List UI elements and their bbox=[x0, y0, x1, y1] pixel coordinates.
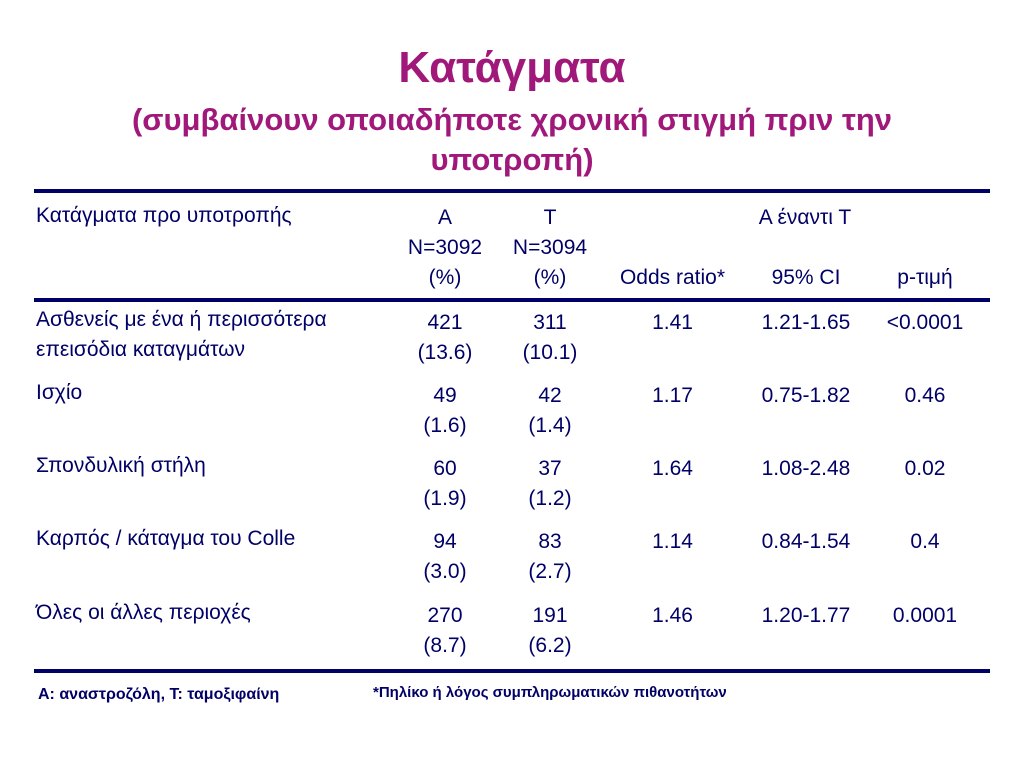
cell-odds-ratio: 1.46 bbox=[652, 604, 693, 627]
cell-a bbox=[395, 527, 495, 587]
cell-a-count: 49 bbox=[433, 384, 457, 407]
row-label-line: επεισόδια καταγμάτων bbox=[36, 338, 246, 361]
header-col-a bbox=[395, 203, 495, 293]
slide-title: Κατάγματα bbox=[398, 43, 626, 92]
cell-ci: 0.75-1.82 bbox=[761, 384, 851, 407]
cell-a bbox=[395, 454, 495, 514]
cell-t-count: 37 bbox=[538, 457, 562, 480]
cell-t bbox=[500, 454, 600, 514]
footnote-legend: Α: αναστροζόλη, Τ: ταμοξιφαίνη bbox=[38, 686, 280, 703]
cell-t-count: 311 bbox=[533, 311, 567, 334]
cell-t-count: 83 bbox=[538, 530, 562, 553]
top-rule bbox=[34, 189, 990, 193]
bottom-rule bbox=[34, 669, 990, 673]
cell-a-pct: (13.6) bbox=[417, 341, 473, 364]
row-label-line: Ασθενείς με ένα ή περισσότερα bbox=[36, 308, 327, 331]
cell-t bbox=[500, 527, 600, 587]
cell-a bbox=[395, 601, 495, 661]
cell-odds-ratio: 1.17 bbox=[652, 384, 693, 407]
cell-odds-ratio: 1.41 bbox=[652, 311, 693, 334]
header-p: p-τιμή bbox=[897, 266, 953, 289]
cell-t-pct: (10.1) bbox=[522, 341, 578, 364]
cell-ci: 1.21-1.65 bbox=[761, 311, 851, 334]
cell-t-pct: (6.2) bbox=[528, 634, 572, 657]
header-col-t bbox=[500, 203, 600, 293]
cell-t-count: 42 bbox=[538, 384, 562, 407]
header-a-line: N=3092 bbox=[407, 236, 483, 259]
slide-subtitle: (συμβαίνουν οποιαδήποτε χρονική στιγμή πριν την υποτροπή) bbox=[131, 102, 893, 177]
header-group-label: Α έναντι Τ bbox=[758, 206, 852, 229]
cell-a-count: 60 bbox=[433, 457, 457, 480]
header-ci: 95% CI bbox=[771, 266, 841, 289]
cell-odds-ratio: 1.64 bbox=[652, 457, 693, 480]
cell-t bbox=[500, 601, 600, 661]
cell-t bbox=[500, 308, 600, 368]
cell-a-count: 94 bbox=[433, 530, 457, 553]
row-label-line: Σπονδυλική στήλη bbox=[36, 454, 206, 477]
row-label bbox=[36, 378, 82, 408]
row-label-line: Καρπός / κάταγμα του Colle bbox=[36, 527, 296, 550]
row-label bbox=[36, 451, 206, 481]
cell-t-pct: (1.2) bbox=[528, 487, 572, 510]
cell-p: 0.0001 bbox=[892, 604, 958, 627]
cell-odds-ratio: 1.14 bbox=[652, 530, 693, 553]
cell-a-pct: (1.6) bbox=[423, 414, 467, 437]
cell-a-count: 270 bbox=[427, 604, 463, 627]
cell-t-pct: (1.4) bbox=[528, 414, 572, 437]
cell-ci: 1.08-2.48 bbox=[761, 457, 851, 480]
header-t-line: (%) bbox=[533, 266, 567, 289]
cell-p: 0.46 bbox=[904, 384, 946, 407]
cell-ci: 1.20-1.77 bbox=[761, 604, 851, 627]
cell-a-pct: (3.0) bbox=[423, 560, 467, 583]
cell-p: 0.4 bbox=[910, 530, 940, 553]
cell-p: 0.02 bbox=[904, 457, 946, 480]
cell-a bbox=[395, 308, 495, 368]
header-a-line: Α bbox=[437, 206, 452, 229]
cell-p: <0.0001 bbox=[886, 311, 964, 334]
cell-a-pct: (1.9) bbox=[423, 487, 467, 510]
cell-a bbox=[395, 381, 495, 441]
cell-t-pct: (2.7) bbox=[528, 560, 572, 583]
cell-a-count: 421 bbox=[427, 311, 463, 334]
row-label bbox=[36, 598, 251, 628]
cell-ci: 0.84-1.54 bbox=[761, 530, 851, 553]
header-t-line: N=3094 bbox=[512, 236, 588, 259]
cell-t-count: 191 bbox=[532, 604, 568, 627]
header-rule bbox=[34, 298, 990, 302]
row-label-line: Όλες οι άλλες περιοχές bbox=[36, 601, 251, 624]
cell-t bbox=[500, 381, 600, 441]
cell-a-pct: (8.7) bbox=[423, 634, 467, 657]
footnote-odds-ratio: *Πηλίκο ή λόγος συμπληρωματικών πιθανοτήτων bbox=[373, 684, 727, 701]
header-odds-ratio: Odds ratio* bbox=[619, 266, 726, 289]
header-t-line: Τ bbox=[543, 206, 557, 229]
row-label bbox=[36, 305, 327, 365]
row-label bbox=[36, 524, 295, 554]
header-row-label: Κατάγματα προ υποτροπής bbox=[36, 204, 292, 227]
row-label-line: Ισχίο bbox=[36, 381, 83, 404]
header-a-line: (%) bbox=[428, 266, 462, 289]
